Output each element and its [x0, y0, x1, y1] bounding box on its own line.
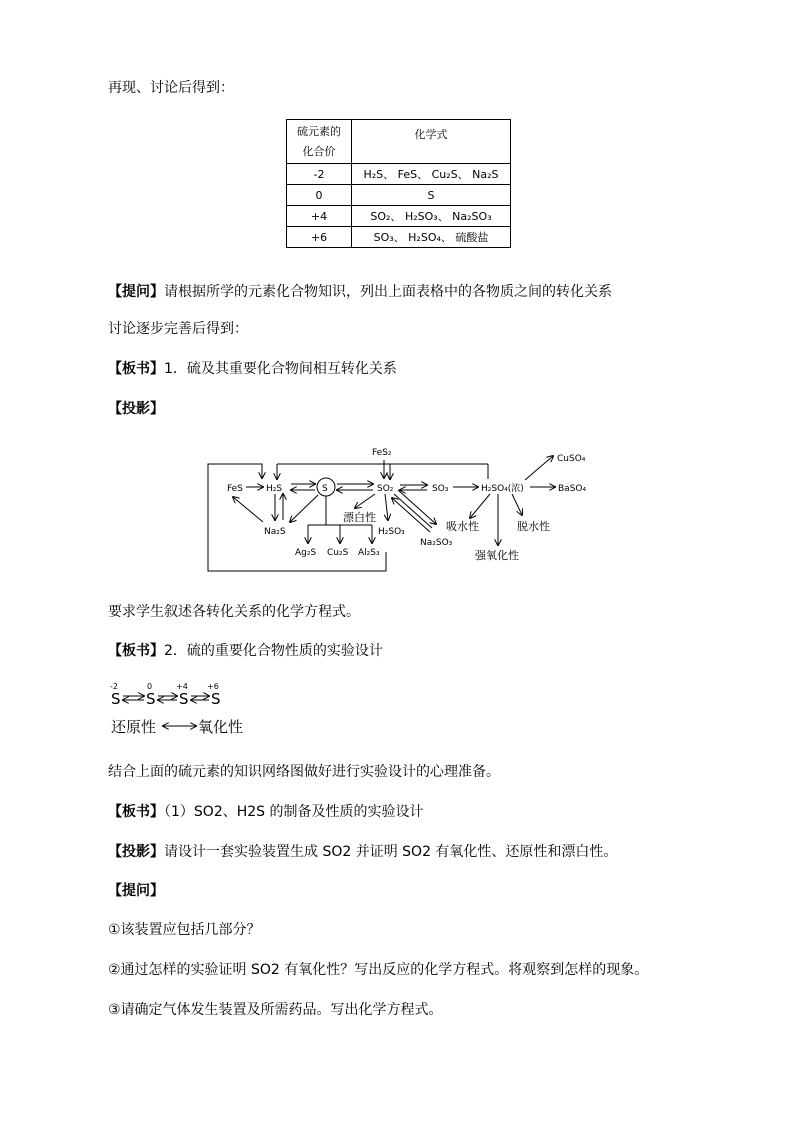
label-fes2: FeS₂	[372, 448, 392, 458]
label-bleaching: 漂白性	[343, 511, 376, 524]
reducing-label: 还原性	[111, 718, 157, 736]
label-s: S	[322, 484, 328, 494]
oxidizing-label: 氧化性	[198, 718, 244, 736]
question-1-tag: 【提问】	[108, 284, 164, 300]
board-1-tag: 【板书】	[108, 361, 164, 377]
question-2	[108, 882, 164, 900]
label-fes: FeS	[227, 484, 243, 494]
projection-2-tag: 【投影】	[108, 844, 164, 860]
sub-question-3: ③请确定气体发生装置及所需药品。写出化学方程式。	[108, 1002, 443, 1018]
label-so2: SO₂	[377, 484, 394, 494]
table-cell-formula: S	[352, 185, 511, 206]
table-cell-formula: SO₃、 H₂SO₄、 硫酸盐	[352, 227, 511, 248]
label-baso4: BaSO₄	[558, 484, 587, 494]
label-cu2s: Cu₂S	[327, 548, 349, 558]
valence-0: 0	[147, 682, 153, 691]
table-cell-valence: -2	[287, 164, 352, 185]
projection-1-tag: 【投影】	[108, 401, 164, 417]
label-na2so3: Na₂SO₃	[420, 538, 453, 548]
table-cell-valence: +6	[287, 227, 352, 248]
label-cuso4: CuSO₄	[557, 454, 586, 464]
board-3	[108, 803, 424, 821]
board-2	[108, 642, 383, 660]
question-1-text: 请根据所学的元素化合物知识，列出上面表格中的各物质之间的转化关系	[164, 284, 612, 300]
table-header-formula: 化学式	[352, 120, 511, 164]
sulfur-2: S	[146, 690, 156, 708]
sulfur-3: S	[179, 690, 189, 708]
table-cell-valence: +4	[287, 206, 352, 227]
label-ag2s: Ag₂S	[295, 548, 317, 558]
board-3-text: （1）SO2、H2S 的制备及性质的实验设计	[164, 804, 424, 820]
prep-text: 结合上面的硫元素的知识网络图做好进行实验设计的心理准备。	[108, 764, 500, 780]
valence-minus2: -2	[110, 682, 118, 691]
label-water-absorb: 吸水性	[446, 520, 479, 533]
sub-question-2: ②通过怎样的实验证明 SO2 有氧化性？写出反应的化学方程式。将观察到怎样的现象。	[108, 962, 649, 978]
label-h2s: H₂S	[266, 484, 283, 494]
label-strong-oxidation: 强氧化性	[475, 549, 519, 562]
sub-question-1: ①该装置应包括几部分？	[108, 922, 261, 938]
table-header-valence: 硫元素的 化合价	[287, 120, 352, 164]
intro-text: 再现、讨论后得到：	[108, 80, 234, 96]
discussion-text: 讨论逐步完善后得到：	[108, 321, 248, 337]
board-3-tag: 【板书】	[108, 804, 164, 820]
label-al2s3: Al₂S₃	[358, 548, 380, 558]
label-na2s: Na₂S	[264, 527, 286, 537]
board-2-tag: 【板书】	[108, 643, 164, 659]
table-cell-formula: H₂S、 FeS、 Cu₂S、 Na₂S	[352, 164, 511, 185]
redox-chain	[100, 680, 300, 740]
question-2-tag: 【提问】	[108, 883, 164, 899]
projection-2	[108, 843, 617, 861]
sulfur-1: S	[111, 690, 121, 708]
label-dehydration: 脱水性	[517, 520, 550, 533]
label-h2so3: H₂SO₃	[378, 527, 405, 537]
table-cell-formula: SO₂、 H₂SO₃、 Na₂SO₃	[352, 206, 511, 227]
label-so3: SO₃	[432, 484, 449, 494]
sulfur-4: S	[211, 690, 221, 708]
board-2-text: 2．硫的重要化合物性质的实验设计	[164, 643, 383, 659]
valence-plus4: +4	[176, 682, 188, 691]
projection-2-text: 请设计一套实验装置生成 SO2 并证明 SO2 有氧化性、还原性和漂白性。	[164, 844, 618, 860]
label-h2so4: H₂SO₄(浓)	[481, 484, 524, 494]
table-cell-valence: 0	[287, 185, 352, 206]
board-1-text: 1．硫及其重要化合物间相互转化关系	[164, 361, 397, 377]
valence-plus6: +6	[207, 682, 219, 691]
describe-text: 要求学生叙述各转化关系的化学方程式。	[108, 604, 360, 620]
